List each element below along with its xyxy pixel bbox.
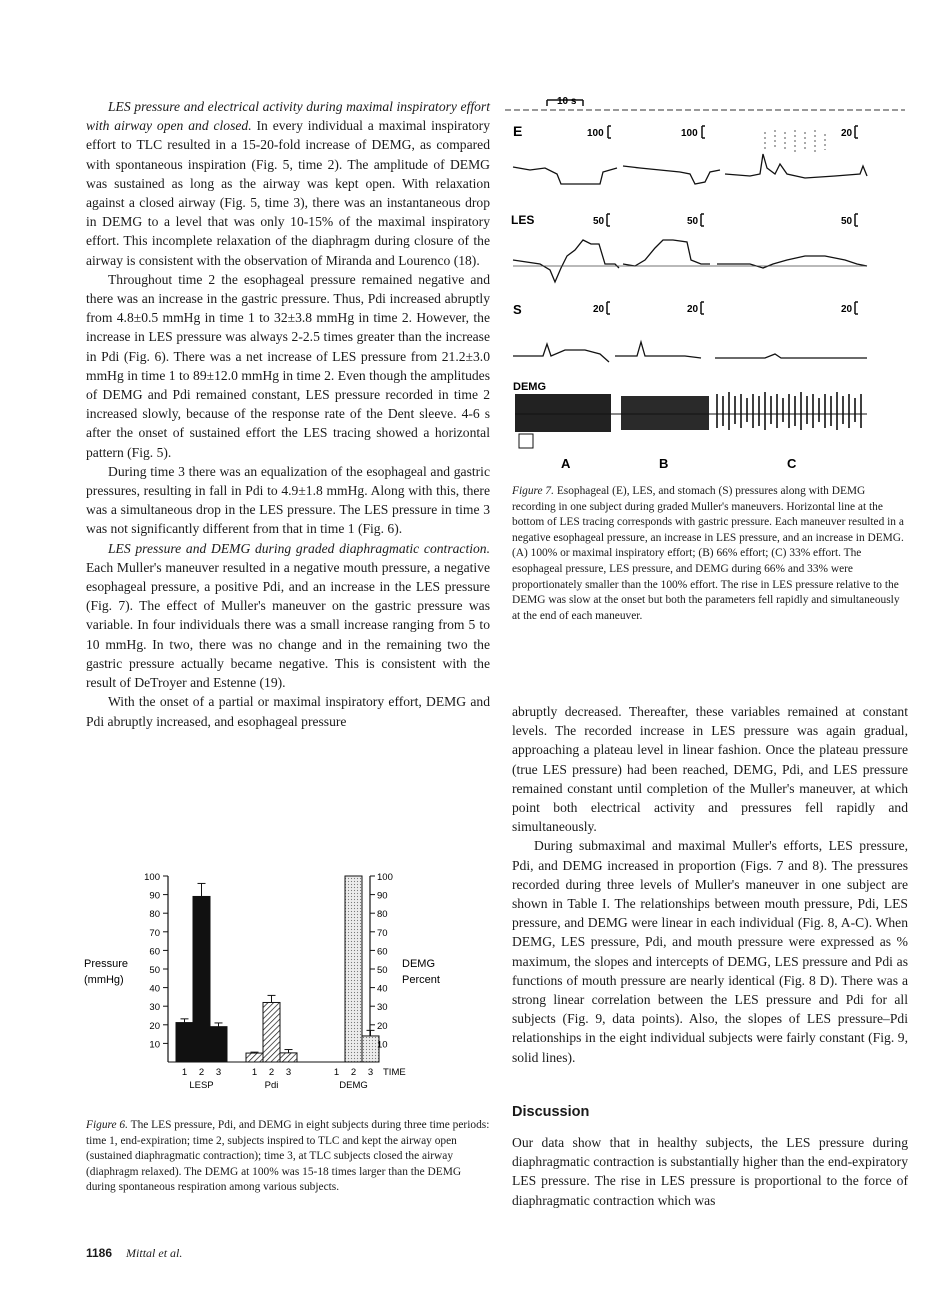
- time-tick: 2: [198, 1067, 205, 1078]
- y-tick-left: 80: [149, 909, 160, 921]
- paragraph-graded: [86, 539, 490, 693]
- time-tick: 1: [181, 1067, 188, 1078]
- left-column: [86, 97, 490, 731]
- y-label-percent: Percent: [402, 974, 440, 986]
- time-tick: 2: [350, 1067, 357, 1078]
- y-tick-left: 40: [149, 983, 160, 995]
- paragraph-onset: With the onset of a partial or maximal inspiratory effort, DEMG and Pdi abruptly increased, and esophageal pressure: [86, 694, 490, 729]
- y-tick-right: 90: [377, 890, 388, 902]
- section-heading-maximal-effort: LES pressure and electrical activity during maximal inspiratory effort with airway open and closed.: [86, 99, 490, 134]
- group-label-pdi: Pdi: [264, 1080, 279, 1091]
- y-tick-right: 10: [377, 1039, 388, 1051]
- row-label-demg: DEMG: [513, 381, 546, 393]
- bar-lesp-3: [210, 1027, 227, 1062]
- stomach-pressure-trace: [513, 342, 867, 362]
- y-tick-right: 100: [377, 872, 393, 883]
- y-label-pressure: Pressure: [84, 958, 129, 970]
- y-tick-right: 20: [377, 1020, 388, 1032]
- y-tick-left: 50: [149, 965, 160, 976]
- y-tick-left: 20: [149, 1020, 160, 1032]
- y-tick-left: 100: [144, 872, 160, 883]
- figure-6-label: Figure 6.: [86, 1119, 128, 1131]
- time-tick: 3: [215, 1067, 222, 1078]
- figure-7-recording: [505, 92, 905, 477]
- y-tick-right: 70: [377, 927, 388, 939]
- panel-label-c: C: [787, 456, 797, 471]
- row-label-les: LES: [511, 213, 535, 227]
- paragraph-time3: During time 3 there was an equalization of the esophageal and gastric pressures, resulting in fall in Pdi to 4.9±1.8 mmHg. Along with this, there was a simultaneous drop in the LES pressure. The LES pressure in time 3 was not significantly different from that in time 1 (Fig. 6).: [86, 463, 490, 537]
- demg-trace: [515, 392, 867, 448]
- esophageal-pressure-trace: [513, 154, 867, 184]
- figure-6-chart: [80, 862, 460, 1107]
- panel-label-a: A: [561, 456, 571, 471]
- row-label-e: E: [513, 123, 523, 139]
- time-tick: 3: [367, 1067, 374, 1078]
- group-label-lesp: LESP: [189, 1080, 214, 1091]
- bar-demg-2: [345, 876, 362, 1062]
- y-tick-left: 10: [149, 1039, 160, 1051]
- scale-s-b: 20: [687, 304, 699, 315]
- time-marker-label: 10 s: [557, 96, 577, 107]
- scale-s-c: 20: [841, 304, 853, 315]
- discussion-heading: Discussion: [512, 1104, 590, 1120]
- y-label-demg: DEMG: [402, 958, 435, 970]
- y-label-mmhg: (mmHg): [84, 974, 124, 986]
- y-tick-right: 40: [377, 983, 388, 995]
- row-label-s: S: [513, 302, 522, 317]
- paragraph-submaximal: During submaximal and maximal Muller's efforts, LES pressure, Pdi, and DEMG increased in proportion (Figs. 7 and 8). The pressures recorded during three levels of Muller's maneuver in one subject are shown in Table I. The relationships between mouth pressure, Pdi, LES pressure, and DEMG were linear in each individual (Fig. 8, A-C). When DEMG, LES pressure, Pdi, and mouth pressure were expressed as % maximum, the slopes and intercepts of DEMG, LES pressure and Pdi as functions of mouth pressure are nearly identical (Fig. 8 D). There was a strong linear correlation between the LES pressure and Pdi for all subjects (Fig. 9, data points). Also, the slopes of LES pressure–Pdi relationships in the eight individual subjects were fairly constant (Fig. 9, solid lines).: [512, 838, 908, 1065]
- bar-pdi-3: [280, 1053, 297, 1062]
- bar-lesp-2: [193, 896, 210, 1062]
- scale-e-a: 100: [587, 128, 604, 139]
- figure-7-caption-text: Esophageal (E), LES, and stomach (S) pressures along with DEMG recording in one subject during graded Muller's maneuvers. Horizontal line at the bottom of LES tracing corresponds with gastric pressure. Each maneuver resulted in a negative esophageal pressure, an increase in LES pressure, and an increase in DEMG. (A) 100% or maximal inspiratory effort; (B) 66% effort; (C) 33% effort. The esophageal pressure, LES pressure, and DEMG during 66% and 33% were proportionately smaller than the 100% effort. The rise in LES pressure relative to the DEMG was slow at the onset but both the parameters fell rapidly and simultaneously at the end of each maneuver.: [512, 485, 904, 622]
- scale-les-c: 50: [841, 216, 853, 227]
- figure-7-label: Figure 7.: [512, 485, 554, 497]
- y-tick-right: 50: [377, 965, 388, 976]
- scale-les-a: 50: [593, 216, 605, 227]
- scale-e-b: 100: [681, 128, 698, 139]
- bar-pdi-1: [246, 1053, 263, 1062]
- figure-7-caption: [512, 484, 908, 624]
- scale-e-c: 20: [841, 128, 853, 139]
- y-tick-right: 60: [377, 946, 388, 958]
- paragraph-time2: Throughout time 2 the esophageal pressure remained negative and there was an increase in the gastric pressure. Thus, Pdi increased abruptly from 4.8±0.5 mmHg in time 1 to 32±3.8 mmHg in time 2. However, the increase in LES pressure was always 2-2.5 times greater than the increase in Pdi (Fig. 6). There was a net increase of LES pressure from 21.2±3.0 mmHg in time 1 to 89±12.0 mmHg in time 2. Even though the amplitudes of DEMG and Pdi remained constant, LES pressure recorded in time 2 increased slowly, because of the response rate of the Dent sleeve. 4-6 s after the onset of sustained effort the LES tracing showed a horizontal pattern (Fig. 5).: [86, 271, 490, 460]
- paragraph-text: In every individual a maximal inspiratory effort to TLC resulted in a 15-20-fold increase of DEMG, as compared with spontaneous inspiration (Fig. 5, time 2). The amplitude of DEMG was sustained as long as the airway was kept open. With relaxation against a closed airway (Fig. 5, time 3), there was an instantaneous drop in DEMG to a level that was only 10-15% of the maximal inspiratory effort. This incomplete relaxation of the diaphragm during closure of the airway is consistent with the observation of Miranda and Lourenco (18).: [86, 118, 490, 268]
- time-tick: 1: [251, 1067, 258, 1078]
- discussion-paragraph: Our data show that in healthy subjects, the LES pressure during diaphragmatic contraction is substantially higher than the end-expiratory LES pressure. The rise in LES pressure is proportional to the force of diaphragmatic contraction which was: [512, 1135, 908, 1208]
- scale-les-b: 50: [687, 216, 699, 227]
- running-authors: Mittal et al.: [126, 1246, 183, 1260]
- paragraph-text: Each Muller's maneuver resulted in a negative mouth pressure, a negative esophageal pressure, a positive Pdi, and an increase in the LES pressure (Fig. 7). The effect of Muller's maneuver on the gastric pressure was variable. In four individuals there was a small increase ranging from 5 to 10 mmHg. In two, there was no change and in the remaining two the gastric pressure actually became negative. This is consistent with the result of DeTroyer and Estenne (19).: [86, 559, 490, 691]
- paragraph-les-maximal: [86, 97, 490, 270]
- figure-6-caption: [86, 1118, 490, 1196]
- scale-s-a: 20: [593, 304, 605, 315]
- y-tick-right: 80: [377, 909, 388, 921]
- y-tick-right: 30: [377, 1002, 388, 1014]
- group-label-demg: DEMG: [339, 1080, 368, 1091]
- paragraph-abruptly: abruptly decreased. Thereafter, these variables remained at constant levels. The recorded increase in LES pressure was again gradual, approaching a plateau level in linear fashion. Once the plateau pressure (true LES pressure) had been reached, DEMG, Pdi, and LES pressure remained constant until completion of the Muller's maneuver, at which point both electrical activity and pressures fell rapidly and simultaneously.: [512, 704, 908, 835]
- panel-label-b: B: [659, 456, 669, 471]
- y-tick-left: 60: [149, 946, 160, 958]
- time-axis-label: TIME: [383, 1067, 406, 1078]
- figure-6-caption-text: The LES pressure, Pdi, and DEMG in eight subjects during three time periods: time 1, end-expiration; time 2, subjects inspired to TLC and kept the airway open (sustained diaphragmatic contraction); time 3, at TLC subjects closed the airway (diaphragm relaxed). The DEMG at 100% was 15-18 times larger than the DEMG during spontaneous respiration among various subjects.: [86, 1119, 490, 1194]
- y-tick-left: 90: [149, 890, 160, 902]
- right-column: [512, 702, 908, 1067]
- section-heading-graded: LES pressure and DEMG during graded diaphragmatic contraction.: [108, 540, 490, 556]
- page-footer: [86, 1246, 182, 1261]
- les-pressure-trace: [513, 240, 867, 282]
- bar-pdi-2: [263, 1002, 280, 1062]
- y-tick-left: 70: [149, 927, 160, 939]
- y-tick-left: 30: [149, 1002, 160, 1014]
- time-tick: 3: [285, 1067, 292, 1078]
- time-tick: 1: [333, 1067, 340, 1078]
- time-tick: 2: [268, 1067, 275, 1078]
- page-number: 1186: [86, 1246, 113, 1260]
- bar-lesp-1: [176, 1023, 193, 1062]
